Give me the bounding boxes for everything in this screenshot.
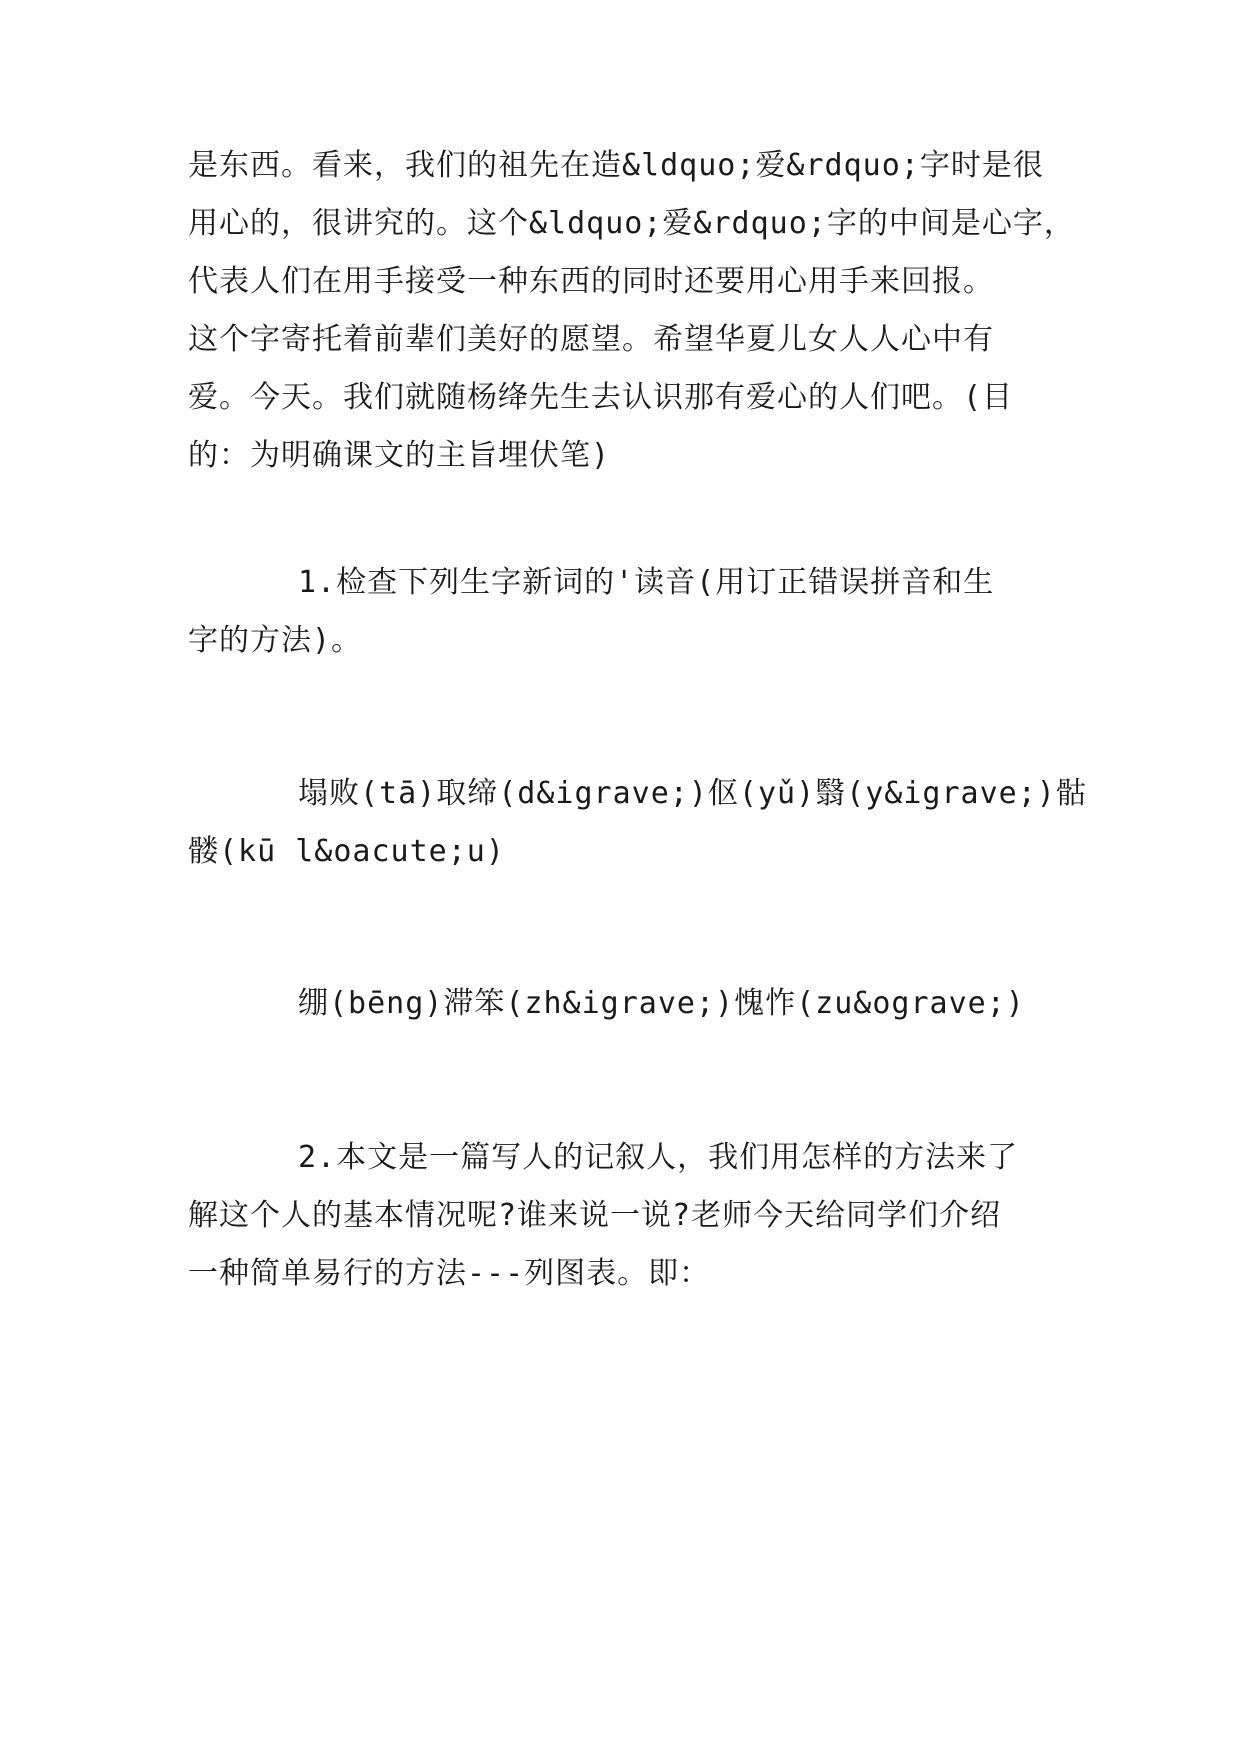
pinyin-paragraph-2: [188, 975, 1068, 1033]
text-line: 一种简单易行的方法---列图表。即：: [188, 1256, 711, 1291]
text-line: 塌败(tā)取缔(d&igrave;)伛(yǔ)翳(y&igrave;)骷: [298, 776, 1087, 811]
text-line: 绷(bēng)滞笨(zh&igrave;)愧怍(zu&ograve;): [298, 986, 1025, 1021]
pinyin-paragraph-1: [188, 765, 1087, 881]
text-line: 是东西。看来，我们的祖先在造&ldquo;爱&rdquo;字时是很: [188, 148, 1044, 183]
text-line: 2.本文是一篇写人的记叙人，我们用怎样的方法来了: [298, 1140, 1019, 1175]
text-line: 爱。今天。我们就随杨绛先生去认识那有爱心的人们吧。(目: [188, 380, 1014, 415]
text-line: 的：为明确课文的主旨埋伏笔): [188, 438, 611, 473]
intro-paragraph: [188, 137, 1075, 485]
item-2-paragraph: [188, 1129, 1068, 1303]
text-line: 用心的，很讲究的。这个&ldquo;爱&rdquo;字的中间是心字，: [188, 206, 1075, 241]
text-line: 字的方法)。: [188, 623, 363, 658]
text-line: 解这个人的基本情况呢?谁来说一说?老师今天给同学们介绍: [188, 1198, 1002, 1233]
text-line: 这个字寄托着前辈们美好的愿望。希望华夏儿女人人心中有: [188, 322, 994, 357]
text-line: 代表人们在用手接受一种东西的同时还要用心用手来回报。: [188, 264, 994, 299]
item-1-paragraph: [188, 554, 1068, 670]
text-line: 髅(kū l&oacute;u): [188, 834, 505, 869]
text-line: 1.检查下列生字新词的'读音(用订正错误拼音和生: [298, 565, 995, 600]
